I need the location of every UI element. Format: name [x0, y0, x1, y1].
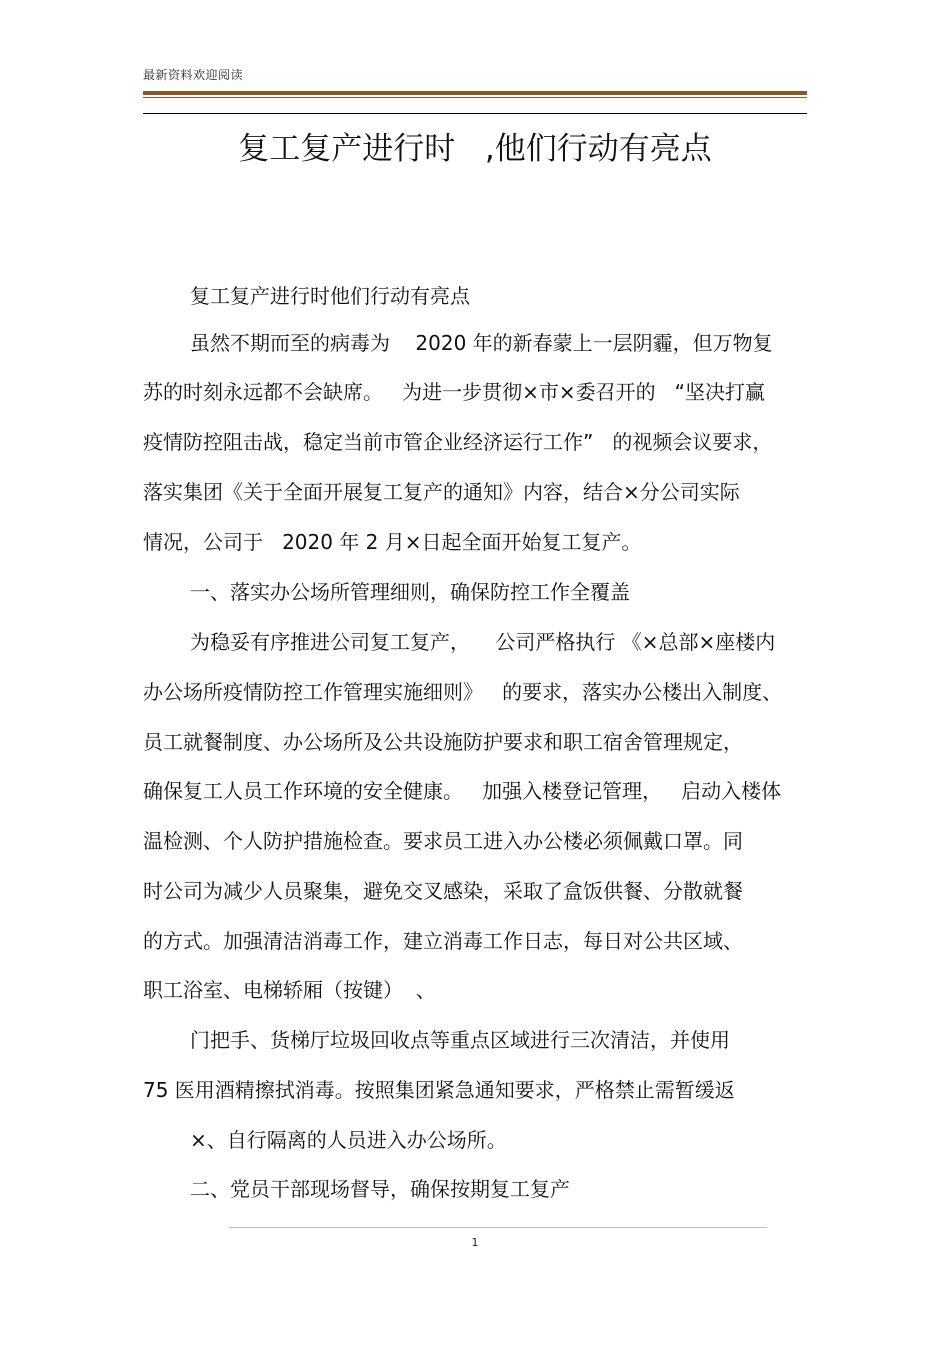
page-number: 1 — [471, 1236, 479, 1249]
paragraph-line: 虽然不期而至的病毒为 2020 年的新春蒙上一层阴霾，但万物复 — [190, 331, 773, 355]
section-heading: 二、党员干部现场督导，确保按期复工复产 — [190, 1177, 570, 1201]
paragraph-line: 75 医用酒精擦拭消毒。按照集团紧急通知要求，严格禁止需暂缓返 — [143, 1078, 735, 1102]
paragraph-line: 温检测、个人防护措施检查。要求员工进入办公楼必须佩戴口罩。同 — [143, 829, 743, 853]
paragraph-line: 苏的时刻永远都不会缺席。 为进一步贯彻×市×委召开的 “坚决打赢 — [143, 380, 766, 404]
paragraph-line: 落实集团《关于全面开展复工复产的通知》内容，结合×分公司实际 — [143, 480, 740, 504]
document-title: 复工复产进行时 ,他们行动有亮点 — [238, 131, 712, 167]
paragraph-line: 确保复工人员工作环境的安全健康。 加强入楼登记管理， 启动入楼体 — [143, 779, 782, 803]
section-heading: 一、落实办公场所管理细则，确保防控工作全覆盖 — [190, 580, 630, 604]
header-rule-thin — [143, 97, 807, 98]
paragraph-line: 门把手、货梯厅垃圾回收点等重点区域进行三次清洁，并使用 — [190, 1028, 730, 1052]
paragraph-line: 疫情防控阻击战，稳定当前市管企业经济运行工作” 的视频会议要求， — [143, 430, 773, 454]
paragraph-line: 职工浴室、电梯轿厢（按键） 、 — [143, 978, 436, 1002]
paragraph-line: 为稳妥有序推进公司复工复产， 公司严格执行 《×总部×座楼内 — [190, 630, 776, 654]
paragraph-line: 时公司为减少人员聚集，避免交叉感染，采取了盒饭供餐、分散就餐 — [143, 879, 743, 903]
footer-rule — [229, 1227, 767, 1228]
paragraph-line: ×、自行隔离的人员进入办公场所。 — [190, 1128, 507, 1152]
paragraph-line: 员工就餐制度、办公场所及公共设施防护要求和职工宿舍管理规定， — [143, 730, 743, 754]
paragraph-line: 情况，公司于 2020 年 2 月×日起全面开始复工复产。 — [143, 530, 642, 554]
paragraph-line: 复工复产进行时他们行动有亮点 — [190, 284, 470, 308]
header-rule-black — [143, 113, 807, 114]
paragraph-line: 的方式。加强清洁消毒工作，建立消毒工作日志，每日对公共区域、 — [143, 929, 743, 953]
header-text: 最新资料欢迎阅读 — [143, 68, 244, 82]
header-rule — [143, 91, 807, 95]
paragraph-line: 办公场所疫情防控工作管理实施细则》 的要求，落实办公楼出入制度、 — [143, 680, 783, 704]
